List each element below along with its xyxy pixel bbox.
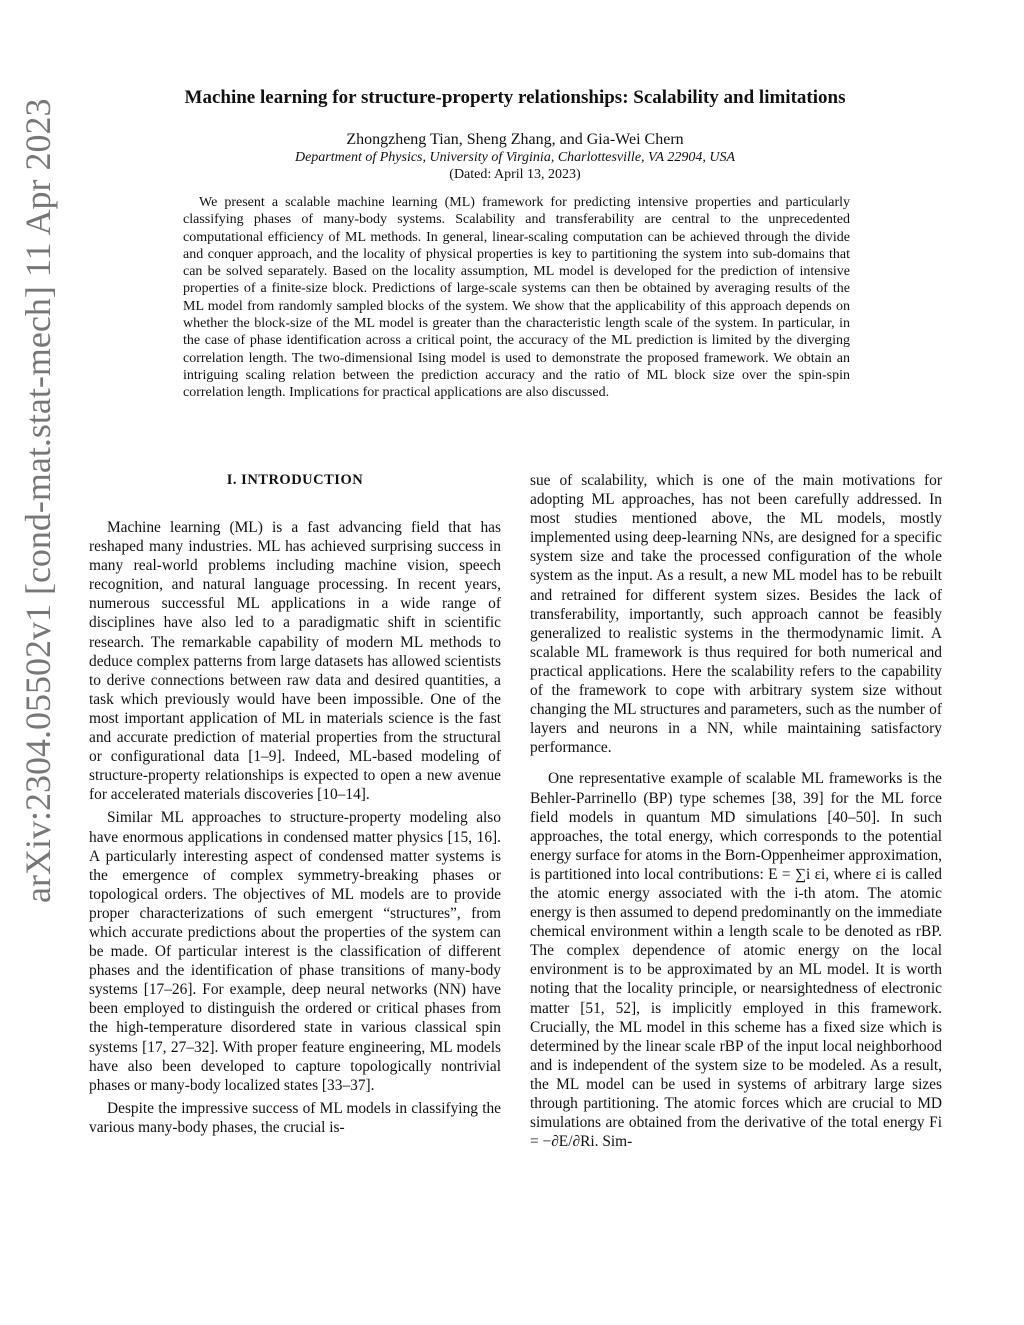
intro-paragraph-2: Similar ML approaches to structure-property modeling also have enormous applications in condensed matter physics [15, 16]. A particularly interesting aspect of condensed matter systems is the emergence of complex symmetry-breaking phases or topological orders. The objectives of ML models are to provide proper characterizations of such emergent “structures”, from which accurate predictions about the properties of the system can be made. Of particular interest is the classification of different phases and the identification of phase transitions of many-body systems [17–26]. For example, deep neural networks (NN) have been employed to distinguish the ordered or critical phases from the high-temperature disordered state in various classical spin systems [17, 27–32]. With proper feature engineering, ML models have also been developed to capture topologically nontrivial phases or many-body localized states [33–37].: [89, 809, 501, 1094]
abstract: We present a scalable machine learning (ML) framework for predicting intensive properties and particularly classifying phases of many-body systems. Scalability and transferability are central to the unprecedented computational efficiency of ML methods. In general, linear-scaling computation can be achieved through the divide and conquer approach, and the locality of physical properties is key to partitioning the system into sub-domains that can be solved separately. Based on the locality assumption, ML model is developed for the prediction of intensive properties of a finite-size block. Predictions of large-scale systems can then be obtained by averaging results of the ML model from randomly sampled blocks of the system. We show that the applicability of this approach depends on whether the block-size of the ML model is greater than the characteristic length scale of the system. In particular, in the case of phase identification across a critical point, the accuracy of the ML prediction is limited by the diverging correlation length. The two-dimensional Ising model is used to demonstrate the proposed framework. We obtain an intriguing scaling relation between the prediction accuracy and the ratio of ML block size over the spin-spin correlation length. Implications for practical applications are also discussed.: [183, 195, 850, 401]
intro-paragraph-3-continued: sue of scalability, which is one of the main motivations for adopting ML approaches, has not been carefully addressed. In most studies mentioned above, the ML models, mostly implemented using deep-learning NNs, are designed for a specific system size and take the processed configuration of the whole system as the input. As a result, a new ML model has to be rebuilt and retrained for different system sizes. Besides the lack of transferability, importantly, such approach cannot be feasibly generalized to realistic systems in the thermodynamic limit. A scalable ML framework is thus required for both numerical and practical applications. Here the scalability refers to the capability of the framework to cope with arbitrary system size without changing the ML structures and parameters, such as the number of layers and neurons in a NN, while maintaining satisfactory performance.: [530, 472, 942, 757]
dated-line: (Dated: April 13, 2023): [449, 167, 581, 182]
intro-paragraph-1: Machine learning (ML) is a fast advancing field that has reshaped many industries. ML has achieved surprising success in many real-world problems including machine vision, speech recognition, and natural language processing. In recent years, numerous successful ML applications in a wide range of disciplines have also led to a paradigmatic shift in scientific research. The remarkable capability of modern ML methods to deduce complex patterns from large datasets has allowed scientists to derive connections between raw data and desired quantities, a task which previously would have been impossible. One of the most important application of ML in materials science is the fast and accurate prediction of material properties from the structural or configurational data [1–9]. Indeed, ML-based modeling of structure-property relationships is expected to open a new avenue for accelerated materials discoveries [10–14].: [89, 519, 501, 804]
right-column: [530, 471, 942, 1151]
author-list: Zhongzheng Tian, Sheng Zhang, and Gia-Wei Chern: [346, 131, 684, 148]
intro-paragraph-3: Despite the impressive success of ML models in classifying the various many-body phases, the crucial is-: [89, 1099, 501, 1136]
intro-paragraph-4: One representative example of scalable ML frameworks is the Behler-Parrinello (BP) type schemes [38, 39] for the ML force field models in quantum MD simulations [40–50]. In such approaches, the total energy, which corresponds to the potential energy surface for atoms in the Born-Oppenheimer approximation, is partitioned into local contributions: E = ∑i εi, where εi is called the atomic energy associated with the i-th atom. The atomic energy is then assumed to depend predominantly on the immediate chemical environment within a length scale to be denoted as rBP. The complex dependence of atomic energy on the local environment is to be approximated by an ML model. It is worth noting that the locality principle, or nearsightedness of electronic matter [51, 52], is implicitly employed in this framework. Crucially, the ML model in this scheme has a fixed size which is determined by the linear scale rBP of the input local neighborhood and is independent of the system size to be modeled. As a result, the ML model can be used in systems of arbitrary large sizes through partitioning. The atomic forces which are crucial to MD simulations are obtained from the derivative of the total energy Fi = −∂E/∂Ri. Sim-: [530, 770, 942, 1151]
paper-title: Machine learning for structure-property relationships: Scalability and limitations: [184, 87, 846, 108]
arxiv-identifier: arXiv:2304.05502v1 [cond-mat.stat-mech] 11 Apr 2023: [18, 98, 58, 903]
affiliation: Department of Physics, University of Virginia, Charlottesville, VA 22904, USA: [294, 150, 736, 165]
left-column: [89, 471, 501, 1137]
section-heading-introduction: I. INTRODUCTION: [226, 472, 364, 488]
